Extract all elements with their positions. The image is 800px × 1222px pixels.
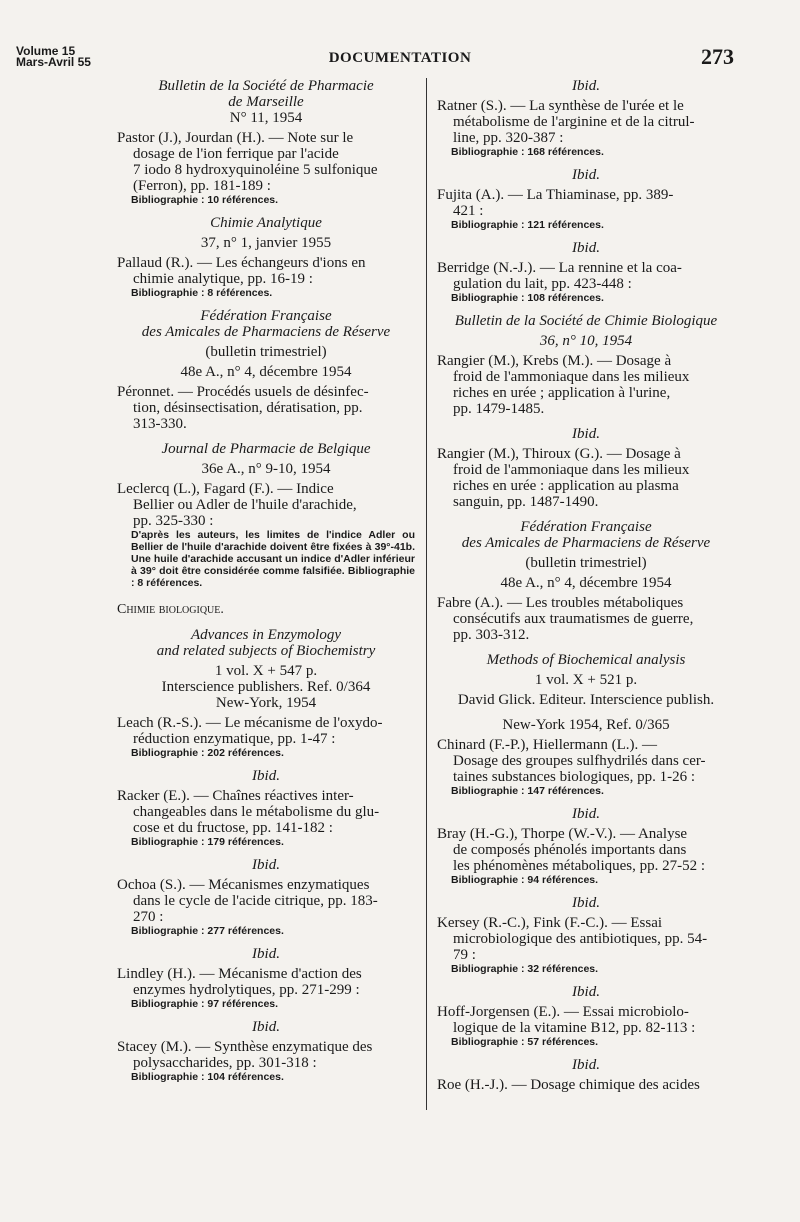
right-column (437, 78, 735, 1093)
entry-line: chimie analytique, pp. 16-19 : (133, 271, 313, 287)
article-entry (117, 384, 415, 432)
bibliography-count: Bibliographie : 32 références. (451, 963, 599, 975)
ibid-label: Ibid. (572, 167, 600, 183)
article-entry (117, 715, 415, 747)
article-entry (437, 737, 735, 785)
ibid-label: Ibid. (572, 984, 600, 1000)
entry-line: réduction enzymatique, pp. 1-47 : (133, 731, 336, 747)
ibid-label: Ibid. (572, 806, 600, 822)
bibliography-count: Bibliographie : 121 références. (451, 219, 604, 231)
entry-line: Fabre (A.). — Les troubles métaboliques (437, 595, 684, 611)
entry-line: Racker (E.). — Chaînes réactives inter- (117, 788, 354, 804)
book-info: New-York, 1954 (215, 695, 317, 711)
entry-line: 270 : (133, 909, 164, 925)
entry-line: Rangier (M.), Thiroux (G.). — Dosage à (437, 446, 681, 462)
entry-line: Roe (H.-J.). — Dosage chimique des acides (437, 1077, 700, 1093)
article-entry (437, 446, 735, 510)
book-title (117, 627, 415, 659)
book-info: David Glick. Editeur. Interscience publish. (457, 692, 715, 708)
volume-label: Volume 15 (16, 44, 76, 58)
bibliography-count: Bibliographie : 202 références. (131, 747, 284, 759)
book-title: Methods of Biochemical analysis (486, 652, 686, 668)
left-column (117, 78, 415, 1083)
journal-title: Bulletin de la Société de Chimie Biologique (454, 313, 718, 329)
journal-issue: 36e A., n° 9-10, 1954 (201, 461, 331, 477)
article-entry (117, 877, 415, 925)
entry-line: Fujita (A.). — La Thiaminase, pp. 389- (437, 187, 674, 203)
entry-line: gulation du lait, pp. 423-448 : (453, 276, 632, 292)
entry-line: enzymes hydrolytiques, pp. 271-299 : (133, 982, 360, 998)
bibliography-count: Bibliographie : 104 références. (131, 1071, 284, 1083)
page-number: 273 (701, 44, 734, 69)
journal-issue: 48e A., n° 4, décembre 1954 (500, 575, 672, 591)
bibliography-count: Bibliographie : 179 références. (131, 836, 284, 848)
book-info: New-York 1954, Ref. 0/365 (502, 717, 670, 733)
ibid-label: Ibid. (252, 768, 280, 784)
entry-line: Pallaud (R.). — Les échangeurs d'ions en (117, 255, 366, 271)
article-entry (117, 1039, 415, 1071)
journal-title-line: Fédération Française (200, 308, 332, 324)
entry-line: polysaccharides, pp. 301-318 : (133, 1055, 317, 1071)
entry-line: Stacey (M.). — Synthèse enzymatique des (117, 1039, 373, 1055)
bibliography-count: Bibliographie : 10 références. (131, 194, 279, 206)
article-entry (437, 1077, 735, 1093)
ibid-label: Ibid. (252, 857, 280, 873)
article-entry (117, 788, 415, 836)
entry-line: froid de l'ammoniaque dans les milieux (453, 462, 690, 478)
journal-title-line: des Amicales de Pharmaciens de Réserve (461, 535, 711, 551)
bibliography-count: Bibliographie : 57 références. (451, 1036, 599, 1048)
journal-title: Chimie Analytique (210, 215, 322, 231)
entry-line: 313-330. (133, 416, 187, 432)
entry-line: Leach (R.-S.). — Le mécanisme de l'oxydo- (117, 715, 383, 731)
ibid-label: Ibid. (572, 240, 600, 256)
book-info: 1 vol. X + 547 p. (214, 663, 318, 679)
article-entry (437, 260, 735, 292)
journal-title (117, 78, 415, 110)
bibliography-count: Bibliographie : 277 références. (131, 925, 284, 937)
book-info: 1 vol. X + 521 p. (534, 672, 638, 688)
entry-line: taines substances biologiques, pp. 1-26 : (453, 769, 696, 785)
bibliography-count: Bibliographie : 97 références. (131, 998, 279, 1010)
column-divider (426, 78, 427, 1110)
entry-line: Bellier ou Adler de l'huile d'arachide, (133, 497, 357, 513)
entry-line: 7 iodo 8 hydroxyquinoléine 5 sulfonique (133, 162, 378, 178)
entry-line: dosage de l'ion ferrique par l'acide (133, 146, 339, 162)
article-entry (437, 1004, 735, 1036)
article-entry (117, 481, 415, 529)
entry-line: Ratner (S.). — La synthèse de l'urée et le (437, 98, 684, 114)
article-entry (437, 98, 735, 146)
journal-issue: N° 11, 1954 (229, 110, 303, 126)
entry-line: métabolisme de l'arginine et de la citrul- (453, 114, 695, 130)
book-info: Interscience publishers. Ref. 0/364 (161, 679, 371, 695)
bibliography-count: Bibliographie : 147 références. (451, 785, 604, 797)
entry-line: changeables dans le métabolisme du glu- (133, 804, 380, 820)
entry-line: sanguin, pp. 1487-1490. (453, 494, 599, 510)
article-entry (117, 966, 415, 998)
book-title-line: Advances in Enzymology (191, 627, 341, 643)
bibliography-count: Bibliographie : 8 références. (131, 287, 273, 299)
article-entry (117, 255, 415, 287)
entry-line: Berridge (N.-J.). — La rennine et la coa- (437, 260, 682, 276)
entry-line: froid de l'ammoniaque dans les milieux (453, 369, 690, 385)
article-entry (437, 826, 735, 874)
entry-line: pp. 303-312. (453, 627, 530, 643)
journal-subtitle: (bulletin trimestriel) (525, 555, 647, 571)
entry-line: tion, désinsectisation, dératisation, pp. (133, 400, 363, 416)
ibid-label: Ibid. (252, 1019, 280, 1035)
article-entry (437, 595, 735, 643)
bibliography-count: Bibliographie : 108 références. (451, 292, 604, 304)
entry-line: line, pp. 320-387 : (453, 130, 564, 146)
subsection-heading: Chimie biologique. (117, 602, 224, 617)
entry-line: Dosage des groupes sulfhydrilés dans cer- (453, 753, 706, 769)
entry-line: 79 : (453, 947, 476, 963)
entry-line: 421 : (453, 203, 484, 219)
journal-title-line: Fédération Française (520, 519, 652, 535)
entry-line: consécutifs aux traumatismes de guerre, (453, 611, 694, 627)
entry-line: microbiologique des antibiotiques, pp. 54- (453, 931, 708, 947)
ibid-label: Ibid. (252, 946, 280, 962)
article-entry (117, 130, 415, 194)
ibid-label: Ibid. (572, 78, 600, 94)
article-entry (437, 915, 735, 963)
entry-line: Bray (H.-G.), Thorpe (W.-V.). — Analyse (437, 826, 688, 842)
journal-title-line: Bulletin de la Société de Pharmacie (158, 78, 374, 94)
ibid-label: Ibid. (572, 426, 600, 442)
bibliography-count: Bibliographie : 94 références. (451, 874, 599, 886)
entry-line: Lindley (H.). — Mécanisme d'action des (117, 966, 362, 982)
journal-title-line: des Amicales de Pharmaciens de Réserve (141, 324, 391, 340)
entry-line: Kersey (R.-C.), Fink (F.-C.). — Essai (437, 915, 663, 931)
entry-line: Ochoa (S.). — Mécanismes enzymatiques (117, 877, 370, 893)
entry-line: (Ferron), pp. 181-189 : (133, 178, 271, 194)
book-title-line: and related subjects of Biochemistry (156, 643, 376, 659)
article-entry (437, 353, 735, 417)
entry-line: riches en urée : application au plasma (453, 478, 679, 494)
journal-issue: 48e A., n° 4, décembre 1954 (180, 364, 352, 380)
entry-line: Leclercq (L.), Fagard (F.). — Indice (117, 481, 334, 497)
section-title: DOCUMENTATION (328, 50, 472, 66)
bibliography-count: Bibliographie : 168 références. (451, 146, 604, 158)
entry-line: pp. 1479-1485. (453, 401, 545, 417)
ibid-label: Ibid. (572, 1057, 600, 1073)
entry-line: Rangier (M.), Krebs (M.). — Dosage à (437, 353, 672, 369)
ibid-label: Ibid. (572, 895, 600, 911)
journal-title (117, 308, 415, 340)
entry-line: Chinard (F.-P.), Hiellermann (L.). — (437, 737, 658, 753)
article-note: D'après les auteurs, les limites de l'indice Adler ou Bellier de l'huile d'arachide doivent être fixées à 39°-41b. Une huile d'arachide accusant un indice d'Adler inférieur à 39° doit être considérée comme falsifiée. Bibliographie : 8 références. (131, 529, 415, 589)
journal-subtitle: (bulletin trimestriel) (205, 344, 327, 360)
entry-line: de composés phénolés importants dans (453, 842, 687, 858)
journal-issue: 37, n° 1, janvier 1955 (200, 235, 332, 251)
entry-line: dans le cycle de l'acide citrique, pp. 183- (133, 893, 378, 909)
page-header (0, 44, 800, 78)
journal-title (437, 519, 735, 551)
entry-line: riches en urée ; application à l'urine, (453, 385, 671, 401)
entry-line: Pastor (J.), Jourdan (H.). — Note sur le (117, 130, 354, 146)
journal-title-line: de Marseille (228, 94, 304, 110)
article-entry (437, 187, 735, 219)
entry-line: les phénomènes métaboliques, pp. 27-52 : (453, 858, 706, 874)
journal-issue: 36, n° 10, 1954 (539, 333, 633, 349)
issue-label: Mars-Avril 55 (16, 55, 91, 69)
journal-title: Journal de Pharmacie de Belgique (161, 441, 371, 457)
entry-line: cose et du fructose, pp. 141-182 : (133, 820, 333, 836)
entry-line: pp. 325-330 : (133, 513, 214, 529)
entry-line: Hoff-Jorgensen (E.). — Essai microbiolo- (437, 1004, 689, 1020)
entry-line: logique de la vitamine B12, pp. 82-113 : (453, 1020, 696, 1036)
entry-line: Péronnet. — Procédés usuels de désinfec- (117, 384, 369, 400)
